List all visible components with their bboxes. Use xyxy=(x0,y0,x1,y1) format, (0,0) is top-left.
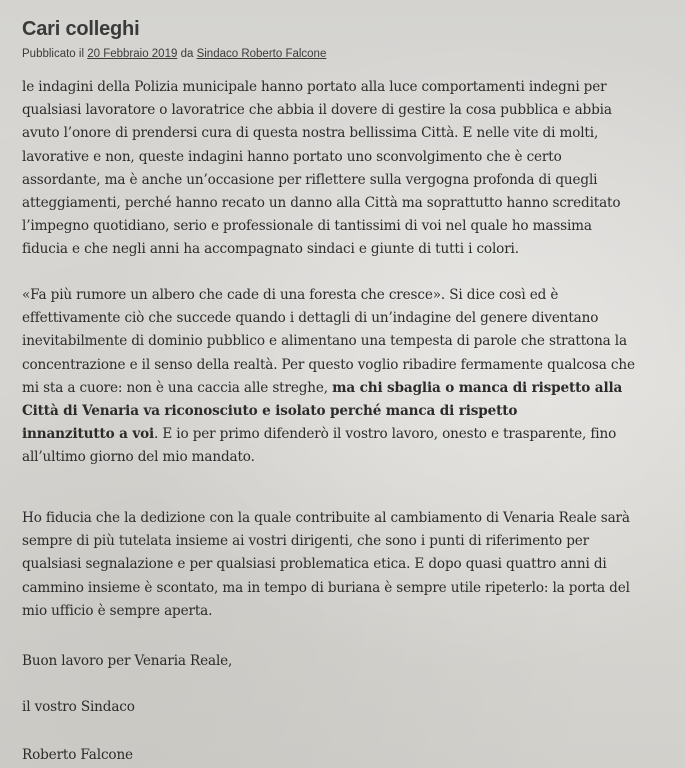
text-line: qualsiasi lavoratore o lavoratrice che abbia il dovere di gestire la cosa pubblica e abbia xyxy=(22,102,612,119)
meta-by: da xyxy=(180,48,194,60)
page-title: Cari colleghi xyxy=(22,18,140,40)
text-line: cammino insieme è scontato, ma in tempo di buriana è sempre utile ripeterlo: la porta del xyxy=(22,579,630,596)
text-line: l’impegno quotidiano, serio e professionale di tantissimi di voi nel quale ho massima xyxy=(22,218,592,235)
closing-line: Buon lavoro per Venaria Reale, xyxy=(22,653,233,669)
text-line: fiducia e che negli anni ha accompagnato sindaci e giunte di tutti i colori. xyxy=(22,241,519,258)
paragraph-1 xyxy=(22,76,662,262)
text-line: mio ufficio è sempre aperta. xyxy=(22,602,213,619)
article xyxy=(22,16,662,763)
text-line: «Fa più rumore un albero che cade di una foresta che cresce». Si dice così ed è xyxy=(22,287,559,303)
text-line: atteggiamenti, perché hanno recato un danno alla Città ma soprattutto hanno screditato xyxy=(22,195,621,212)
text-line xyxy=(22,377,662,400)
text-line: effettivamente ciò che succede quando i dettagli di un’indagine del genere diventano xyxy=(22,310,599,327)
text-line xyxy=(22,400,662,423)
text-line: lavorative e non, queste indagini hanno portato uno sconvolgimento che è certo xyxy=(22,148,562,165)
signature-role: il vostro Sindaco xyxy=(22,699,135,715)
text-line: avuto l’onore di prendersi cura di questa nostra bellissima Città. E nelle vite di molti, xyxy=(22,125,599,142)
text-line: assordante, ma è anche un’occasione per riflettere sulla vergogna profonda di quegli xyxy=(22,171,598,188)
text-line: all’ultimo giorno del mio mandato. xyxy=(22,449,255,466)
text-bold: innanzitutto a voi xyxy=(22,426,154,443)
text-line xyxy=(22,423,662,446)
signature-name: Roberto Falcone xyxy=(22,747,133,763)
text-bold: Città di Venaria va riconosciuto e isolato perché manca di rispetto xyxy=(22,403,518,420)
text-bold: ma chi sbaglia o manca di rispetto alla xyxy=(332,379,623,396)
text-normal: mi sta a cuore: non è una caccia alle streghe, xyxy=(22,379,333,396)
post-date-link[interactable]: 20 Febbraio 2019 xyxy=(87,48,178,60)
text-line: concentrazione e il senso della realtà. Per questo voglio ribadire fermamente qualcosa che xyxy=(22,356,635,373)
paragraph-3 xyxy=(22,507,662,623)
text-line: Ho fiducia che la dedizione con la quale contribuite al cambiamento di Venaria Reale sarà xyxy=(22,510,630,526)
text-normal: . E io per primo difenderò il vostro lavoro, onesto e trasparente, fino xyxy=(154,426,617,443)
text-line: le indagini della Polizia municipale hanno portato alla luce comportamenti indegni per xyxy=(22,79,607,95)
post-meta xyxy=(22,47,662,61)
author-link[interactable]: Sindaco Roberto Falcone xyxy=(196,48,327,60)
text-line: sempre di più tutelata insieme ai vostri dirigenti, che sono i punti di riferimento per xyxy=(22,533,590,550)
paragraph-2 xyxy=(22,284,662,470)
meta-prefix: Pubblicato il xyxy=(22,48,85,60)
text-line: qualsiasi segnalazione e per qualsiasi problematica etica. E dopo quasi quattro anni di xyxy=(22,556,607,573)
text-line: inevitabilmente di dominio pubblico e alimentano una tempesta di parole che strattona la xyxy=(22,333,627,350)
